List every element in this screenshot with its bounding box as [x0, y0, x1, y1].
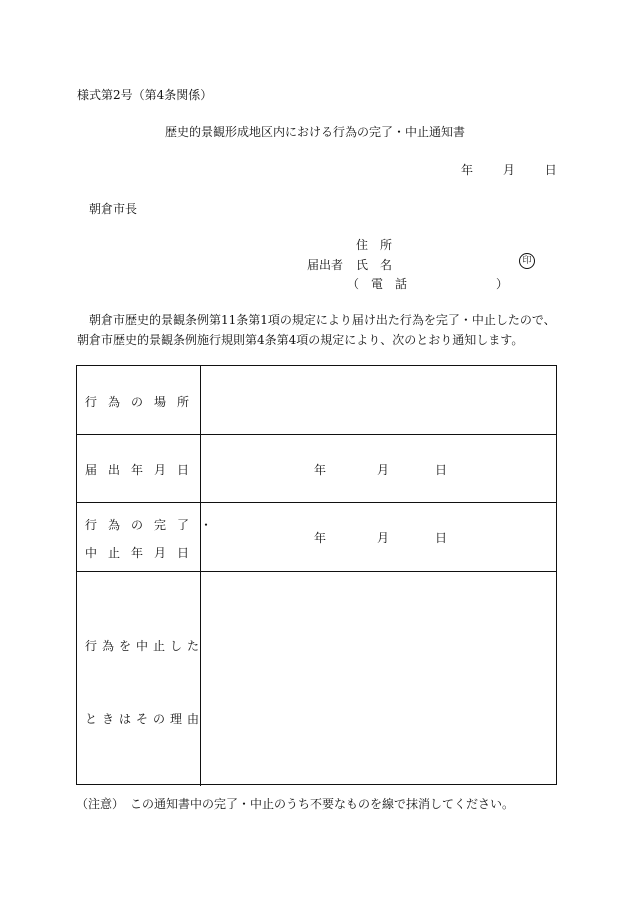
row-notification-date	[77, 435, 556, 503]
completion-date-label-line2: 中止年月日	[85, 546, 201, 560]
row-location	[77, 366, 556, 435]
header-date-month: 月	[502, 163, 515, 177]
completion-date-label-line1: 行為の完了・	[85, 518, 224, 532]
note: （注意） この通知書中の完了・中止のうち不要なものを線で抹消してください。	[76, 797, 515, 811]
header-date	[461, 161, 557, 178]
form-table	[76, 365, 557, 785]
location-label-cell	[77, 366, 201, 434]
header-date-year: 年	[461, 163, 474, 177]
body-text: 朝倉市歴史的景観条例第11条第1項の規定により届け出た行為を完了・中止したので、朝倉市歴史的景観条例施行規則第4条第4項の規定により、次のとおり通知します。	[77, 313, 556, 347]
header-date-day: 日	[544, 163, 557, 177]
notification-date-year: 年	[314, 463, 327, 477]
row-completion-date	[77, 503, 556, 572]
address-label: 住所	[356, 238, 405, 252]
seal-mark: 印	[519, 253, 535, 269]
row-reason	[77, 572, 556, 786]
notification-date-label-cell	[77, 435, 201, 502]
completion-date-month: 月	[377, 531, 390, 545]
name-label: 氏名	[356, 258, 405, 272]
completion-date-label-cell	[77, 503, 224, 571]
document-title: 歴史的景観形成地区内における行為の完了・中止通知書	[164, 125, 465, 139]
phone-label: （電話	[347, 277, 420, 291]
notifier-label: 届出者	[307, 258, 344, 272]
reason-label-line2: ときはその理由	[85, 712, 205, 726]
completion-date-year: 年	[314, 531, 327, 545]
completion-date-day: 日	[435, 531, 448, 545]
notification-date-day: 日	[435, 463, 448, 477]
notification-date-month: 月	[377, 463, 390, 477]
reason-label-cell	[77, 572, 205, 786]
location-label: 行為の場所	[85, 395, 201, 409]
reason-label-line1: 行為を中止した	[85, 639, 205, 653]
addressee: 朝倉市長	[89, 202, 138, 216]
phone-close-paren: ）	[496, 277, 509, 291]
notification-date-label: 届出年月日	[85, 463, 201, 477]
form-number: 様式第2号（第4条関係）	[77, 88, 213, 102]
